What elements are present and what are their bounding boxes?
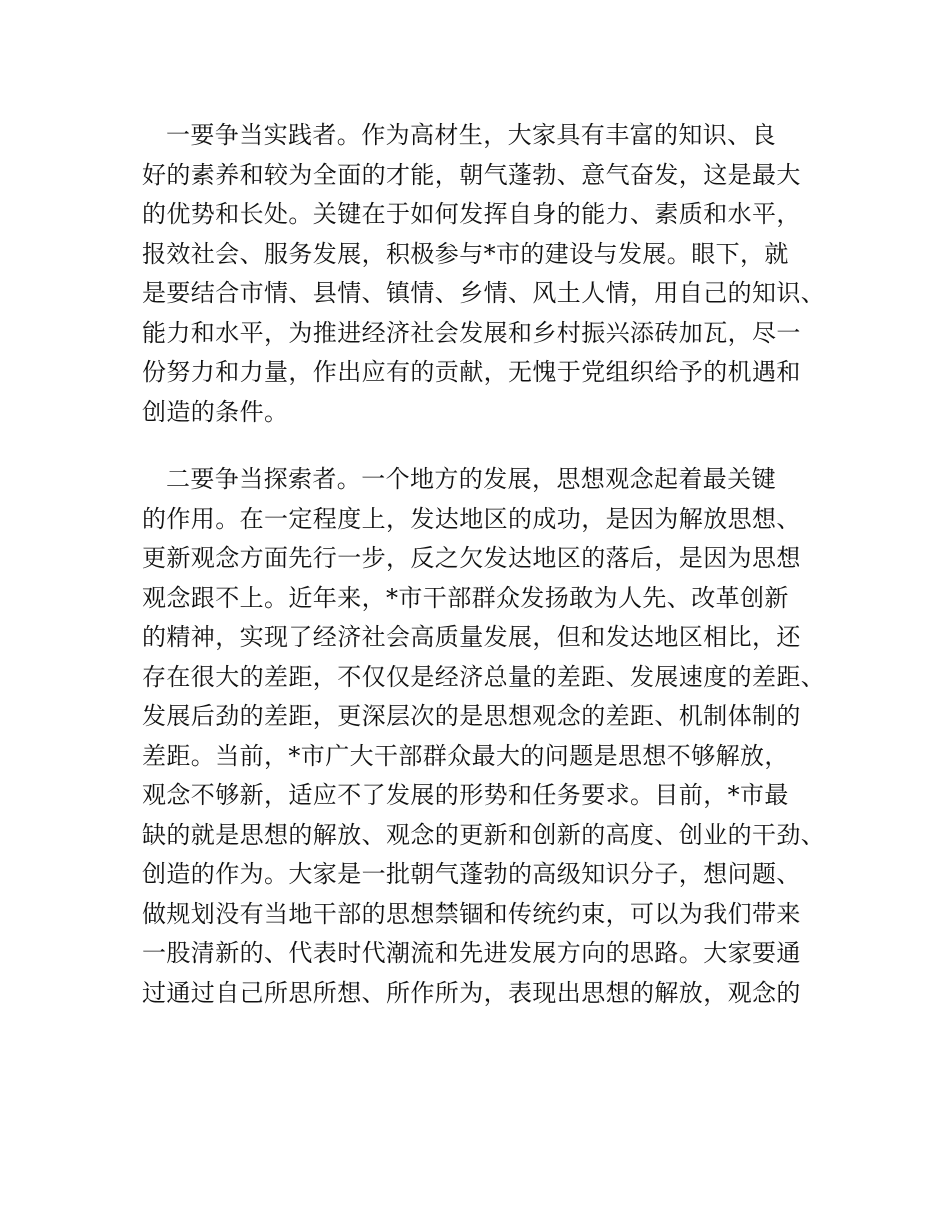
text-line: 的精神，实现了经济社会高质量发展，但和发达地区相比，还 <box>142 623 801 651</box>
text-line: 做规划没有当地干部的思想禁锢和传统约束，可以为我们带来 <box>142 899 801 928</box>
text-line: 差距。当前，*市广大干部群众最大的问题是思想不够解放， <box>142 741 789 770</box>
text-line: 的优势和长处。关键在于如何发挥自身的能力、素质和水平， <box>142 200 801 228</box>
text-line: 报效社会、服务发展，积极参与*市的建设与发展。眼下，就 <box>142 239 789 268</box>
paragraph-explorer <box>142 460 832 1013</box>
text-line: 是要结合市情、县情、镇情、乡情、风土人情，用自己的知识、 <box>142 279 826 307</box>
text-line: 存在很大的差距，不仅仅是经济总量的差距、发展速度的差距、 <box>142 662 826 691</box>
text-line: 份努力和力量，作出应有的贡献，无愧于党组织给予的机遇和 <box>142 358 801 386</box>
text-line: 二要争当探索者。一个地方的发展，思想观念起着最关键 <box>166 465 776 493</box>
text-line: 创造的条件。 <box>142 397 289 426</box>
text-line: 缺的就是思想的解放、观念的更新和创新的高度、创业的干劲、 <box>142 820 826 849</box>
text-line: 更新观念方面先行一步，反之欠发达地区的落后，是因为思想 <box>142 544 801 572</box>
text-line: 的作用。在一定程度上，发达地区的成功，是因为解放思想、 <box>142 504 801 533</box>
paragraph-practitioner <box>142 116 832 432</box>
text-line: 好的素养和较为全面的才能，朝气蓬勃、意气奋发，这是最大 <box>142 160 801 189</box>
text-line: 观念跟不上。近年来，*市干部群众发扬敢为人先、改革创新 <box>142 583 789 612</box>
text-line: 过通过自己所思所想、所作所为，表现出思想的解放，观念的 <box>142 978 801 1007</box>
document-body <box>142 116 832 1013</box>
text-line: 观念不够新，适应不了发展的形势和任务要求。目前，*市最 <box>142 781 789 809</box>
text-line: 创造的作为。大家是一批朝气蓬勃的高级知识分子，想问题、 <box>142 860 801 888</box>
text-line: 一股清新的、代表时代潮流和先进发展方向的思路。大家要通 <box>142 939 801 967</box>
text-line: 发展后劲的差距，更深层次的是思想观念的差距、机制体制的 <box>142 702 801 730</box>
text-line: 能力和水平，为推进经济社会发展和乡村振兴添砖加瓦，尽一 <box>142 318 801 347</box>
text-line: 一要争当实践者。作为高材生，大家具有丰富的知识、良 <box>166 121 776 149</box>
